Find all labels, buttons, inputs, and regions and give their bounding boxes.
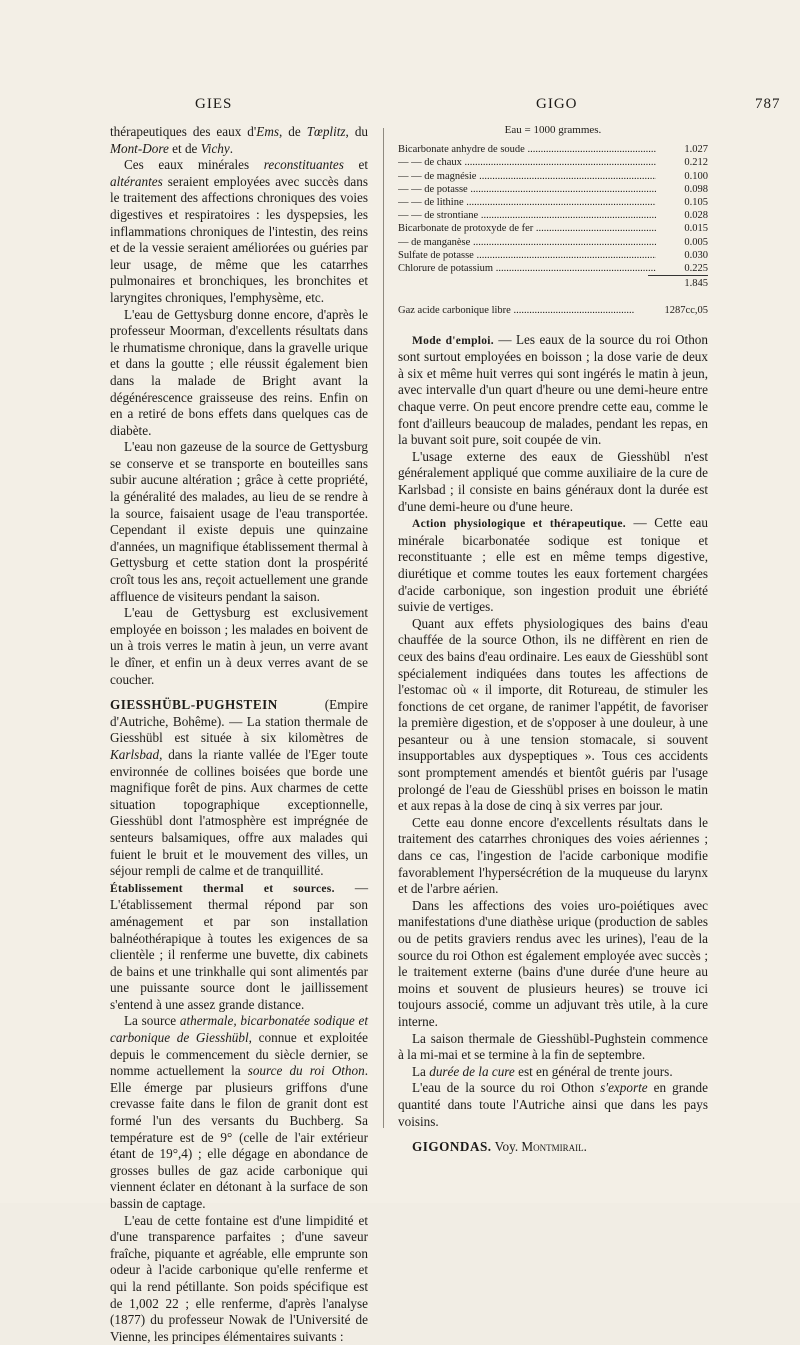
analysis-table: [398, 124, 708, 318]
table-cell-value: 0.100: [684, 170, 708, 182]
paragraph: L'usage externe des eaux de Giesshübl n'est généralement appliqué que comme auxiliaire de la cure de Karlsbad ; il consiste en bains généraux dont la durée est d'une demi-heure ou d'une heure.: [398, 448, 708, 514]
table-cell-value: 0.098: [684, 183, 708, 195]
paragraph: L'eau de Gettysburg donne encore, d'après le professeur Moorman, d'excellents résultats dans le rhumatisme chronique, dans la gravelle urique et dans la goutte ; elle réussit également bien dans la malade de Bright avant la dégénérescence graisseuse des reins. Enfin on en a retiré de bons effets dans quelques cas de diabète.: [110, 306, 368, 438]
gas-row: Gaz acide carbonique libre ..... 1287cc,05: [398, 304, 708, 317]
running-head-center: GIGO: [536, 96, 578, 112]
table-row: [398, 236, 708, 249]
column-divider: [383, 128, 384, 1128]
table-cell-name: — — de lithine .....: [398, 196, 656, 209]
table-row: [398, 170, 708, 183]
right-column: [398, 124, 708, 1156]
paragraph: Ces eaux minérales reconstituantes et altérantes seraient employées avec succès dans le traitement des affections chroniques des voies digestives et respiratoires : les dyspepsies, les inflammations chroniques de l'intestin, des reins et de la vessie seraient améliorées ou guéries par leur usage, de même que les catarrhes pulmonaires et bronchiques, les bronchites et laryngites chroniques, l'emphysème, etc.: [110, 157, 368, 305]
paragraph: Action physiologique et thérapeutique. — Cette eau minérale bicarbonatée sodique est tonique et reconstituante ; elle est en même temps digestive, diurétique et comme toutes les eaux fortement chargées d'acide carbonique, son ingestion produit une ébriété suivie de vertiges.: [398, 515, 708, 615]
left-column: [110, 124, 368, 1345]
table-cell-name: — — de chaux .....: [398, 156, 656, 169]
section-heading: Établissement thermal et sources.: [110, 882, 335, 895]
table-cell-value: 0.028: [684, 210, 708, 222]
table-cell-name: Bicarbonate anhydre de soude .....: [398, 143, 656, 156]
entry-heading: GIGONDAS.: [412, 1139, 492, 1155]
table-row: [398, 209, 708, 222]
paragraph: Mode d'emploi. — Les eaux de la source du roi Othon sont surtout employées en boisson ; la dose varie de deux à six et même huit verres qui sont ingérés le matin à jeun, avec intervalle d'un quart d'heure ou une demi-heure entre chaque verre. On peut encore prendre cette eau, comme le font d'ailleurs beaucoup de malades, pendant les repas, en la buvant soit pure, soit coupée de vin.: [398, 331, 708, 448]
table-row: [398, 183, 708, 196]
entry-gigondas: GIGONDAS. Voy. Montmirail.: [412, 1139, 587, 1155]
table-cell-value: 1.027: [684, 144, 708, 156]
table-cell-name: Bicarbonate de protoxyde de fer .....: [398, 222, 656, 235]
paragraph: thérapeutiques des eaux d'Ems, de Tœplitz, du Mont-Dore et de Vichy.: [110, 124, 369, 156]
running-head-left: GIES: [195, 96, 233, 112]
table-cell-value: 0.105: [684, 197, 708, 209]
paragraph: L'eau de cette fontaine est d'une limpidité et d'une transparence parfaites ; d'une saveur fraîche, piquante et agréable, elle emprunte son odeur à l'acide carbonique qu'elle renferme et qui la rend pétillante. Son poids spécifique est de 1,002 22 ; elle renferme, d'après l'analyse (1877) du professeur Nowak de l'Université de Vienne, les principes élémentaires suivants :: [110, 1212, 368, 1344]
section-heading: Mode d'emploi.: [412, 334, 494, 347]
paragraph: Quant aux effets physiologiques des bains d'eau chauffée de la source Othon, ils ne diffèrent en rien de ceux des bains d'eau ordinaire. Les eaux de Giesshübl sont spécialement indiquées dans toutes les affections de l'estomac où « il importe, dit Rotureau, de stimuler les fonctions de cet organe, de ranimer l'appétit, de favoriser la première digestion, et de s'opposer à une douleur, à une pesanteur ou à une tension stomacale, si souvent insupportables aux dyspeptiques ». Tous ces accidents sont promptement amendés et bientôt guéris par l'usage prolongé de l'eau de Giesshübl prises en boisson le matin et aux repas à la dose de cinq à six verres par jour.: [398, 615, 708, 814]
table-cell-name: Chlorure de potassium .....: [398, 262, 656, 275]
table-cell-name: — — de strontiane .....: [398, 209, 656, 222]
table-cell-name: — — de potasse .....: [398, 183, 656, 196]
table-cell-value: 0.005: [684, 236, 708, 248]
table-row: [398, 222, 708, 235]
table-cell-name: Sulfate de potasse .....: [398, 249, 656, 262]
table-cell-name: — — de magnésie .....: [398, 170, 656, 183]
paragraph: Cette eau donne encore d'excellents résultats dans le traitement des catarrhes chroniques des voies aériennes ; dans ce cas, l'ingestion de l'acide carbonique modifie favorablement l'hypersécrétion de la muqueuse du larynx et de l'arbre aérien.: [398, 814, 708, 897]
table-cell-value: 0.015: [684, 223, 708, 235]
paragraph: La saison thermale de Giesshübl-Pughstein commence à la mi-mai et se termine à la fin de septembre.: [398, 1030, 708, 1063]
table-row: [398, 262, 708, 275]
entry-giesshubl: GIESSHÜBL-PUGHSTEIN (Empire d'Autriche, Bohême). — La station thermale de Giesshübl est située à six kilomètres de Karlsbad, dans la riante vallée de l'Eger toute environnée de collines boisées que borde une magnifique forêt de pins. Aux charmes de cette situation topographique exceptionnelle, Giesshübl dont l'atmosphère est imprégnée de senteurs balsamiques, offre aux malades qui fuient le bruit et le mouvement des villes, un séjour rempli de calme et de tranquillité.: [110, 697, 368, 879]
entry-heading: GIESSHÜBL-PUGHSTEIN: [110, 697, 278, 713]
table-cell-value: 0.030: [684, 249, 708, 261]
table-cell-name: — de manganèse .....: [398, 236, 656, 249]
paragraph: La source athermale, bicarbonatée sodique et carbonique de Giesshübl, connue et exploitée depuis le commencement du siècle dernier, se nomme actuellement la source du roi Othon. Elle émerge par plusieurs griffons d'une crevasse faite dans le filon de granit dont est formé l'un des versants du Buchberg. Sa température est de 9° (celle de l'air extérieur étant de 19°,4) ; elle dégage en abondance de grosses bulles de gaz acide carbonique qui viennent éclater en détonant à la surface de son bassin de captage.: [110, 1013, 369, 1211]
table-cell-value: 0.212: [684, 157, 708, 169]
table-row: [398, 143, 708, 156]
paragraph: Établissement thermal et sources. — L'établissement thermal répond par son aménagement et par son installation balnéothérapique à toutes les exigences de sa clientèle ; il renferme une buvette, dix cabinets de bains et une trinkhalle qui sont alimentés par une puissante source dont le jaillissement s'entend à une assez grande distance.: [110, 879, 369, 1012]
table-row: [398, 156, 708, 169]
table-row: [398, 196, 708, 209]
paragraph: Dans les affections des voies uro-poiétiques avec manifestations d'une diathèse urique (production de sables ou de petits graviers rendus avec les urines), l'eau de la source du roi Othon est également employée avec succès ; le traitement externe (bains d'une durée d'une heure au moins et souvent de plusieurs heures) se trouve ici toujours associé, comme un adjuvant très utile, à la cure interne.: [398, 897, 708, 1029]
table-row: [398, 249, 708, 262]
paragraph: L'eau non gazeuse de la source de Gettysburg se conserve et se transporte en bouteilles sans subir aucune altération ; grâce à cette propriété, la généralité des malades, au lieu de se rendre à la source, faisaient usage de l'eau transportée. Cependant il existe depuis une quinzaine d'années, un magnifique établissement thermal à Gettysburg et cette station dont la prospérité croît tous les ans, reçoit actuellement une grande affluence de visiteurs pendant la saison.: [110, 439, 368, 604]
paragraph: La durée de la cure est en général de trente jours.: [412, 1063, 673, 1079]
table-caption: Eau = 1000 grammes.: [504, 124, 602, 136]
paragraph: L'eau de la source du roi Othon s'exporte en grande quantité dans toute l'Autriche ainsi que dans les pays voisins.: [398, 1080, 709, 1129]
paragraph: L'eau de Gettysburg est exclusivement employée en boisson ; les malades en boivent de un à trois verres le matin à jeun, un verre avant le dîner, et enfin un à deux verres avant de se coucher.: [110, 605, 368, 687]
table-total: 1.845: [398, 275, 708, 290]
section-heading: Action physiologique et thérapeutique.: [412, 518, 626, 531]
table-cell-value: 0.225: [684, 263, 708, 275]
page-number: 787: [755, 96, 781, 112]
